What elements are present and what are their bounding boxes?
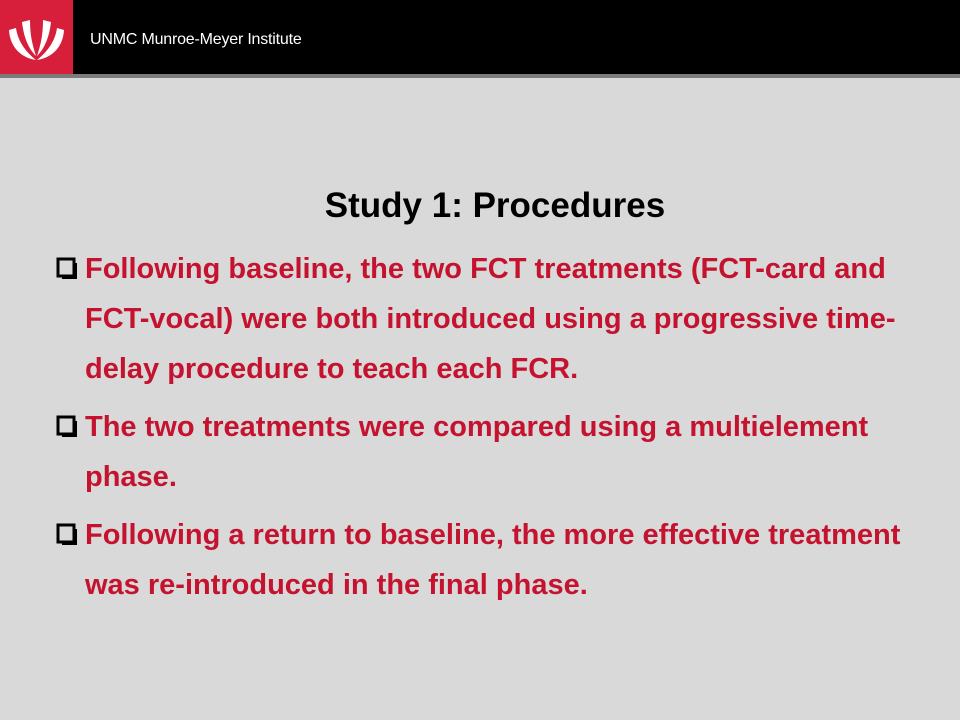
slide-title: Study 1: Procedures <box>324 186 666 225</box>
institute-name: UNMC Munroe-Meyer Institute <box>90 31 302 48</box>
bullet-text: Following a return to baseline, the more effective treatment was re-introduced in the final phase. <box>85 519 901 601</box>
bullet-item <box>52 244 932 394</box>
bullet-list <box>52 244 932 618</box>
bullet-text: Following baseline, the two FCT treatments (FCT-card and FCT-vocal) were both introduced using a progressive time-delay procedure to teach each FCR. <box>85 253 896 385</box>
checkbox-icon <box>56 256 78 280</box>
checkbox-icon <box>56 414 78 438</box>
bullet-item <box>52 402 932 502</box>
header-bar <box>0 0 960 74</box>
header-divider <box>0 74 960 78</box>
unmc-logo-icon <box>0 0 73 74</box>
bullet-text: The two treatments were compared using a multielement phase. <box>85 411 869 493</box>
bullet-item <box>52 510 932 610</box>
checkbox-icon <box>56 522 78 546</box>
